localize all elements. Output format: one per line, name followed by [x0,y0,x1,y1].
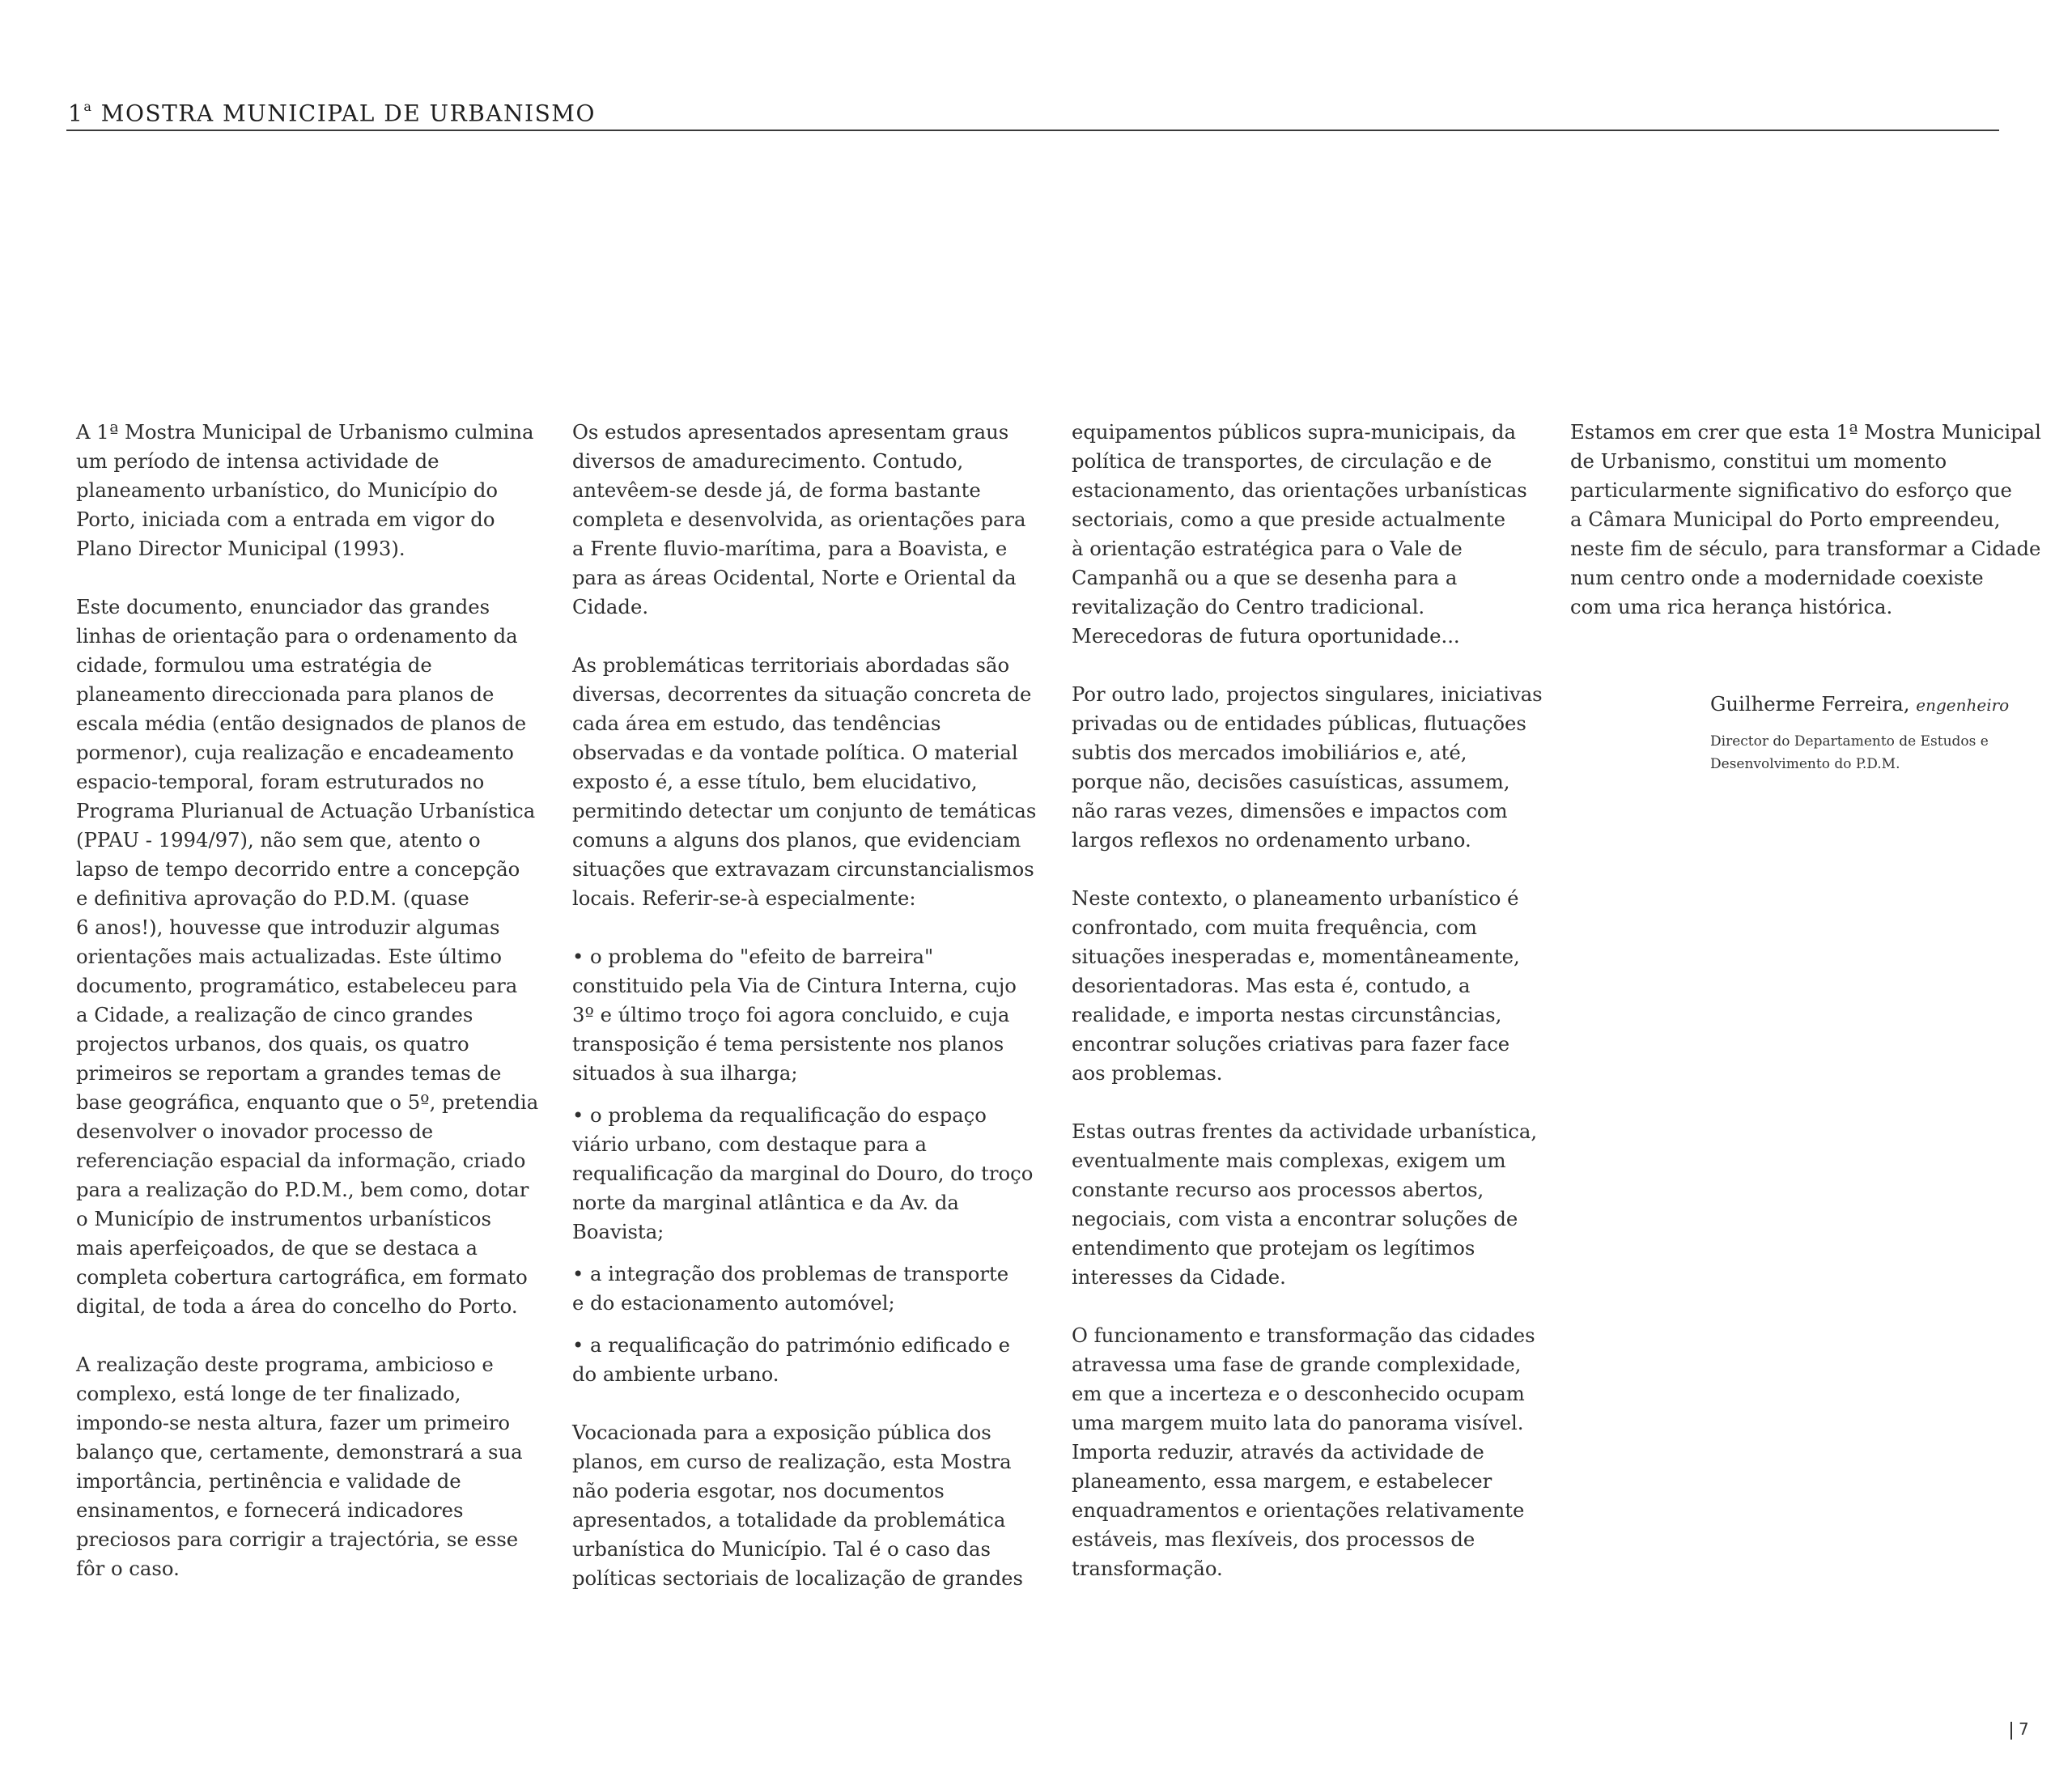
text-line: permitindo detectar um conjunto de temáticas [572,799,1037,822]
paragraph [1072,1321,1541,1583]
paragraph [572,1260,1042,1318]
text-line: • a requalificação do património edificado e [572,1333,1011,1357]
text-line: Campanhã ou a que se desenha para a [1072,566,1458,589]
paragraph [76,1350,546,1583]
text-line: linhas de orientação para o ordenamento da [76,624,518,648]
text-line: • o problema da requalificação do espaço [572,1103,987,1127]
text-line: pormenor), cuja realização e encadeamento [76,741,514,764]
text-line: planeamento urbanístico, do Município do [76,478,498,502]
text-line: • a integração dos problemas de transporte [572,1262,1009,1285]
text-line: cidade, formulou uma estratégia de [76,653,432,677]
paragraph-gap [1072,1088,1541,1117]
text-line: norte da marginal atlântica e da Av. da [572,1191,959,1214]
text-line: encontrar soluções criativas para fazer face [1072,1032,1510,1056]
text-line: equipamentos públicos supra-municipais, da [1072,420,1516,444]
page-title [68,99,596,127]
text-line: apresentados, a totalidade da problemática [572,1508,1006,1532]
paragraph [572,1101,1042,1247]
paragraph [1072,884,1541,1088]
text-line: largos reflexos no ordenamento urbano. [1072,828,1471,852]
paragraph-gap [76,563,546,593]
text-line: Vocacionada para a exposição pública dos [572,1421,991,1444]
text-line: digital, de toda a área do concelho do Porto. [76,1294,518,1318]
text-line: realidade, e importa nestas circunstâncias, [1072,1003,1502,1026]
title-number: 1 [68,100,84,127]
text-line: planos, em curso de realização, esta Mostra [572,1450,1012,1473]
text-line: A 1ª Mostra Municipal de Urbanismo culmina [76,420,534,444]
text-line: Estamos em crer que esta 1ª Mostra Municipal [1570,420,2041,444]
paragraph [572,942,1042,1088]
bullet-gap [572,1088,1042,1101]
text-line: planeamento, essa margem, e estabelecer [1072,1469,1492,1493]
text-line: exposto é, a esse título, bem elucidativo, [572,770,978,793]
text-line: do ambiente urbano. [572,1362,779,1386]
text-line: não poderia esgotar, nos documentos [572,1479,945,1502]
text-line: Cidade. [572,595,649,618]
text-line: situações que extravazam circunstancialismos [572,857,1034,881]
text-line: escala média (então designados de planos de [76,712,527,735]
signature-title [1710,730,1989,775]
paragraph-gap [572,622,1042,651]
text-line: primeiros se reportam a grandes temas de [76,1061,502,1085]
text-line: de Urbanismo, constitui um momento [1570,449,1947,473]
text-line: viário urbano, com destaque para a [572,1132,928,1156]
text-line: completa e desenvolvida, as orientações para [572,508,1026,531]
text-line: situações inesperadas e, momentâneamente, [1072,945,1520,968]
paragraph [1570,418,2040,622]
text-line: lapso de tempo decorrido entre a concepção [76,857,520,881]
text-line: orientações mais actualizadas. Este último [76,945,503,968]
text-line: observadas e da vontade política. O material [572,741,1018,764]
text-line: O funcionamento e transformação das cidades [1072,1324,1535,1347]
title-text: MOSTRA MUNICIPAL DE URBANISMO [100,100,596,127]
text-line: Este documento, enunciador das grandes [76,595,490,618]
text-line: uma margem muito lata do panorama visível. [1072,1411,1524,1434]
paragraph-gap [572,1389,1042,1418]
text-line: porque não, decisões casuísticas, assumem, [1072,770,1510,793]
text-line: o Município de instrumentos urbanísticos [76,1207,491,1230]
text-line: base geográfica, enquanto que o 5º, pretendia [76,1090,539,1114]
text-line: urbanística do Município. Tal é o caso das [572,1537,991,1561]
text-line: confrontado, com muita frequência, com [1072,916,1477,939]
text-line: transformação. [1072,1557,1223,1580]
title-rule [66,130,1999,131]
text-line: revitalização do Centro tradicional. [1072,595,1425,618]
text-line: à orientação estratégica para o Vale de [1072,537,1463,560]
text-line: enquadramentos e orientações relativamente [1072,1498,1525,1522]
text-line: Os estudos apresentados apresentam graus [572,420,1009,444]
text-line: Merecedoras de futura oportunidade... [1072,624,1460,648]
text-line: constante recurso aos processos abertos, [1072,1178,1484,1201]
signature-role: engenheiro [1916,695,2010,715]
text-line: planeamento direccionada para planos de [76,682,495,706]
text-line: 6 anos!), houvesse que introduzir algumas [76,916,500,939]
paragraph-gap [572,913,1042,942]
text-line: projectos urbanos, dos quais, os quatro [76,1032,469,1056]
text-line: importância, pertinência e validade de [76,1469,461,1493]
paragraph [76,593,546,1321]
text-column-2 [572,418,1042,1593]
text-line: negociais, com vista a encontrar soluções de [1072,1207,1518,1230]
text-line: política de transportes, de circulação e de [1072,449,1492,473]
paragraph [572,1418,1042,1593]
text-line: e definitiva aprovação do P.D.M. (quase [76,886,469,910]
paragraph [572,651,1042,913]
page-number [2010,1719,2029,1740]
title-superscript: a [83,99,93,114]
text-line: com uma rica herança histórica. [1570,595,1893,618]
text-column-4 [1570,418,2040,622]
text-line: num centro onde a modernidade coexiste [1570,566,1984,589]
paragraph-gap [1072,1292,1541,1321]
text-line: entendimento que protejam os legítimos [1072,1236,1475,1260]
text-line: impondo-se nesta altura, fazer um primeiro [76,1411,511,1434]
text-line: Programa Plurianual de Actuação Urbanística [76,799,536,822]
text-line: referenciação espacial da informação, criado [76,1149,526,1172]
text-line: A realização deste programa, ambicioso e [76,1353,494,1376]
text-line: Boavista; [572,1220,664,1243]
text-line: requalificação da marginal do Douro, do troço [572,1162,1034,1185]
text-line: fôr o caso. [76,1557,180,1580]
paragraph [572,1331,1042,1389]
text-line: completa cobertura cartográfica, em formato [76,1265,528,1289]
text-line: a Câmara Municipal do Porto empreendeu, [1570,508,2001,531]
text-line: ensinamentos, e fornecerá indicadores [76,1498,464,1522]
text-line: Por outro lado, projectos singulares, iniciativas [1072,682,1543,706]
text-line: e do estacionamento automóvel; [572,1291,895,1315]
page-number-bar [2010,1722,2012,1740]
paragraph-gap [1072,855,1541,884]
text-line: políticas sectoriais de localização de grandes [572,1566,1024,1590]
text-line: antevêem-se desde já, de forma bastante [572,478,981,502]
text-line: Plano Director Municipal (1993). [76,537,405,560]
bullet-gap [572,1247,1042,1260]
signature-name: Guilherme Ferreira, [1710,692,1910,716]
text-line: estacionamento, das orientações urbanísticas [1072,478,1527,502]
text-line: subtis dos mercados imobiliários e, até, [1072,741,1467,764]
paragraph-gap [76,1321,546,1350]
text-line: diversas, decorrentes da situação concreta de [572,682,1032,706]
text-line: desenvolver o inovador processo de [76,1120,434,1143]
page-number-value: 7 [2019,1719,2029,1739]
text-line: a Cidade, a realização de cinco grandes [76,1003,473,1026]
text-line: sectoriais, como a que preside actualmente [1072,508,1505,531]
text-line: locais. Referir-se-à especialmente: [572,886,916,910]
text-line: 3º e último troço foi agora concluido, e cuja [572,1003,1010,1026]
text-line: particularmente significativo do esforço que [1570,478,2012,502]
signature [1710,690,2009,720]
text-line: a Frente fluvio-marítima, para a Boavista, e [572,537,1008,560]
text-line: diversos de amadurecimento. Contudo, [572,449,964,473]
text-line: situados à sua ilharga; [572,1061,798,1085]
text-line: privadas ou de entidades públicas, flutuações [1072,712,1526,735]
text-line: neste fim de século, para transformar a Cidade [1570,537,2041,560]
text-line: para a realização do P.D.M., bem como, dotar [76,1178,529,1201]
text-line: mais aperfeiçoados, de que se destaca a [76,1236,478,1260]
signature-title-line: Desenvolvimento do P.D.M. [1710,756,1900,772]
text-line: em que a incerteza e o desconhecido ocupam [1072,1382,1525,1405]
text-line: documento, programático, estabeleceu para [76,974,518,997]
text-column-1 [76,418,546,1583]
text-line: espacio-temporal, foram estruturados no [76,770,485,793]
text-line: Porto, iniciada com a entrada em vigor do [76,508,495,531]
paragraph-gap [1072,651,1541,680]
paragraph [1072,418,1541,651]
text-line: transposição é tema persistente nos planos [572,1032,1004,1056]
text-line: interesses da Cidade. [1072,1265,1286,1289]
text-column-3 [1072,418,1541,1583]
text-line: eventualmente mais complexas, exigem um [1072,1149,1506,1172]
signature-title-line: Director do Departamento de Estudos e [1710,733,1989,750]
paragraph [1072,680,1541,855]
text-line: As problemáticas territoriais abordadas são [572,653,1010,677]
text-line: • o problema do "efeito de barreira" [572,945,934,968]
text-line: desorientadoras. Mas esta é, contudo, a [1072,974,1471,997]
text-line: atravessa uma fase de grande complexidade, [1072,1353,1522,1376]
text-line: para as áreas Ocidental, Norte e Oriental da [572,566,1017,589]
text-line: (PPAU - 1994/97), não sem que, atento o [76,828,481,852]
text-line: Estas outras frentes da actividade urbanística, [1072,1120,1538,1143]
bullet-gap [572,1318,1042,1331]
text-line: preciosos para corrigir a trajectória, se esse [76,1527,519,1551]
text-line: um período de intensa actividade de [76,449,439,473]
text-line: balanço que, certamente, demonstrará a sua [76,1440,523,1464]
text-line: constituido pela Via de Cintura Interna, cujo [572,974,1017,997]
text-line: não raras vezes, dimensões e impactos com [1072,799,1508,822]
text-line: aos problemas. [1072,1061,1223,1085]
text-line: complexo, está longe de ter finalizado, [76,1382,461,1405]
paragraph [572,418,1042,622]
text-line: comuns a alguns dos planos, que evidenciam [572,828,1021,852]
paragraph [1072,1117,1541,1292]
text-line: Importa reduzir, através da actividade de [1072,1440,1484,1464]
paragraph [76,418,546,563]
text-line: cada área em estudo, das tendências [572,712,941,735]
text-line: estáveis, mas flexíveis, dos processos de [1072,1527,1475,1551]
text-line: Neste contexto, o planeamento urbanístico é [1072,886,1519,910]
